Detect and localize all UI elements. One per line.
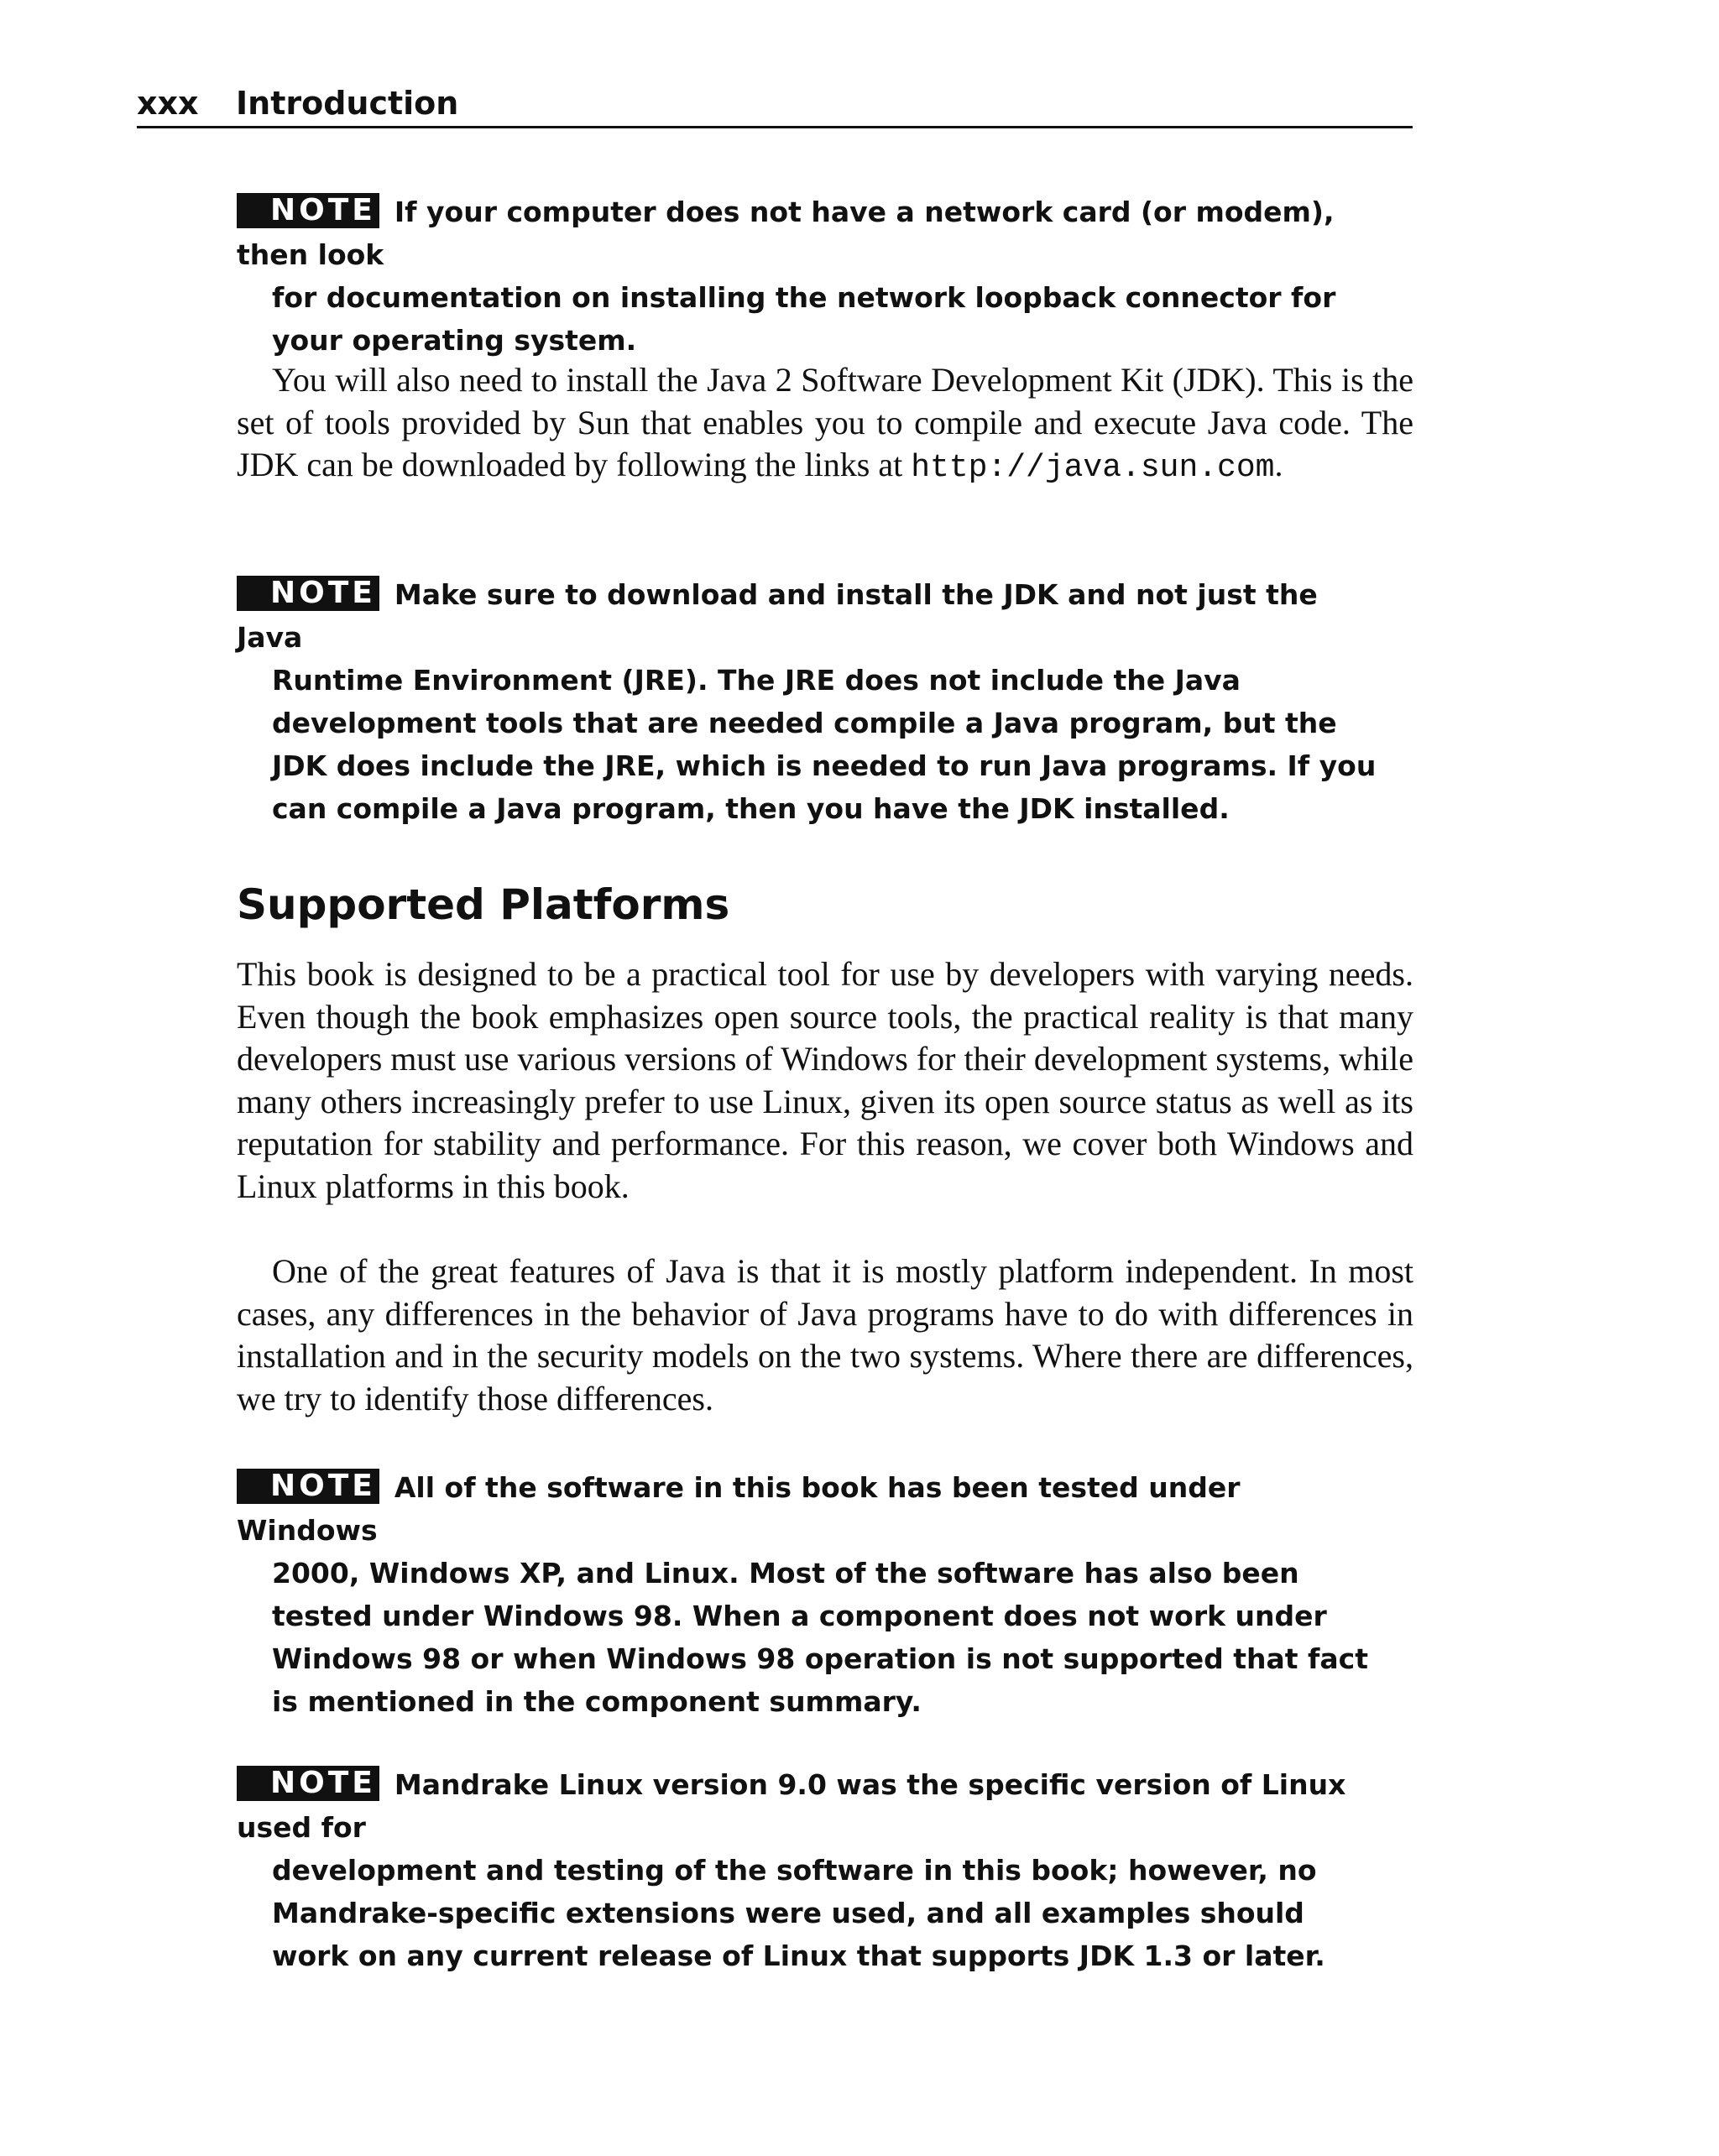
note-label: NOTE <box>237 193 379 228</box>
paragraph-text: You will also need to install the Java 2 Software Development Kit (JDK). This is the set of tools provided by Sun that enables you to compile and execute Java code. The JDK can be downloaded by following the links at <box>237 361 1413 483</box>
paragraph-end: . <box>1274 446 1283 483</box>
note-label: NOTE <box>237 576 379 611</box>
running-header <box>137 81 1413 128</box>
note-body: development and testing of the software in this book; however, no Mandrake-specific extensions were used, and all examples should work on any current release of Linux that supports JDK 1.3 or later. <box>272 1854 1325 1972</box>
note-body: 2000, Windows XP, and Linux. Most of the software has also been tested under Windows 98. When a component does not work under Windows 98 or when Windows 98 operation is not supported that fact is mentioned in the component summary. <box>272 1557 1369 1718</box>
note-block <box>237 1763 1378 1977</box>
note-first-line: All of the software in this book has been tested under Windows <box>237 1471 1241 1547</box>
note-first-line: Mandrake Linux version 9.0 was the specific version of Linux used for <box>237 1768 1346 1844</box>
note-body: Runtime Environment (JRE). The JRE does not include the Java development tools that are needed compile a Java program, but the JDK does include the JRE, which is needed to run Java programs. If you can compile a Java program, then you have the JDK installed. <box>272 664 1377 825</box>
chapter-title: Introduction <box>236 85 459 122</box>
note-body: for documentation on installing the network loopback connector for your operating system. <box>272 281 1336 357</box>
note-label: NOTE <box>237 1766 379 1801</box>
page-number: xxx <box>137 85 199 122</box>
jdk-url-link[interactable]: http://java.sun.com <box>911 450 1275 486</box>
note-block <box>237 191 1378 362</box>
note-block <box>237 573 1378 830</box>
note-block <box>237 1466 1378 1723</box>
note-first-line: If your computer does not have a network card (or modem), then look <box>237 196 1335 271</box>
note-label: NOTE <box>237 1469 379 1504</box>
paragraph-text: One of the great features of Java is that it is mostly platform independent. In most cases, any differences in the behavior of Java programs have to do with differences in installation and in the security models on the two systems. Where there are differences, we try to identify those differences. <box>237 1252 1413 1417</box>
note-first-line: Make sure to download and install the JDK and not just the Java <box>237 578 1318 654</box>
body-paragraph <box>237 359 1413 490</box>
body-paragraph: This book is designed to be a practical tool for use by developers with varying needs. Even though the book emphasizes open source tools, the practical reality is that many developers must use various versions of Windows for their development systems, while many others increasingly prefer to use Linux, given its open source status as well as its reputation for stability and performance. For this reason, we cover both Windows and Linux platforms in this book. <box>237 955 1413 1205</box>
section-heading: Supported Platforms <box>237 880 730 929</box>
body-paragraph <box>237 1250 1413 1420</box>
